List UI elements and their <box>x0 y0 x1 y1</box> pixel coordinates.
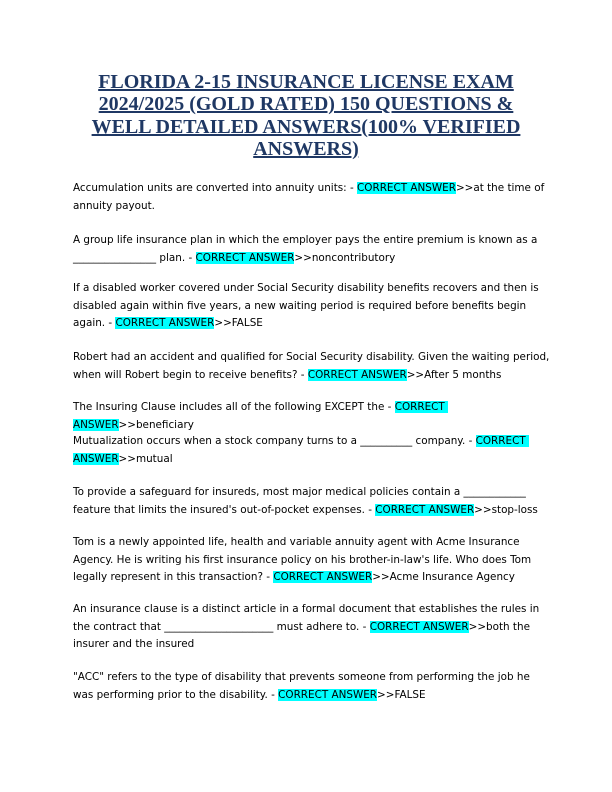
qa-item <box>73 280 553 333</box>
question-text: Accumulation units are converted into annuity units: - <box>73 182 358 194</box>
correct-answer-label: CORRECT ANSWER <box>375 503 475 516</box>
question-text: To provide a safeguard for insureds, most major medical policies contain a ____________ feature that limits the insured's out-of-pocket expenses. - <box>73 486 530 516</box>
correct-answer-label: CORRECT ANSWER <box>278 688 378 701</box>
answer-text: >>Acme Insurance Agency <box>372 571 515 584</box>
correct-answer-label: CORRECT ANSWER <box>195 251 295 264</box>
qa-item <box>73 349 553 384</box>
correct-answer-label: CORRECT ANSWER <box>273 571 373 584</box>
answer-text: >>FALSE <box>377 688 426 701</box>
correct-answer-label: CORRECT ANSWER <box>357 182 456 194</box>
qa-item <box>73 484 553 519</box>
qa-item <box>73 399 553 434</box>
question-text: The Insuring Clause includes all of the following EXCEPT the - <box>73 401 395 413</box>
question-text: If a disabled worker covered under Social Security disability benefits recovers and then is disabled again within five years, a new waiting period is required before benefits begin again. - <box>73 282 543 330</box>
question-text: An insurance clause is a distinct article in a formal document that establishes the rules in the contract that _____________________ must adhere to. - <box>73 603 543 633</box>
answer-text: >>both the insurer and the insured <box>73 620 534 651</box>
correct-answer-label: CORRECT ANSWER <box>73 401 449 431</box>
qa-item <box>73 433 553 468</box>
answer-text: >>After 5 months <box>406 368 502 381</box>
answer-text: >>FALSE <box>214 317 263 330</box>
question-text: Robert had an accident and qualified for Social Security disability. Given the waiting period, when will Robert begin to receive benefits? - <box>73 351 553 381</box>
qa-item <box>73 534 553 587</box>
qa-item <box>73 232 553 267</box>
answer-text: >>mutual <box>118 452 173 465</box>
correct-answer-label: CORRECT ANSWER <box>307 368 407 381</box>
answer-text: >>noncontributory <box>294 251 396 264</box>
qa-item <box>73 180 553 215</box>
qa-item <box>73 601 553 654</box>
correct-answer-label: CORRECT ANSWER <box>73 435 529 465</box>
question-text: Tom is a newly appointed life, health and variable annuity agent with Acme Insurance Agency. He is writing his first insurance policy on his brother-in-law's life. Who does Tom legally represent in this transaction? - <box>73 536 535 584</box>
qa-item <box>73 669 553 704</box>
correct-answer-label: CORRECT ANSWER <box>115 317 215 330</box>
answer-text: >>at the time of annuity payout. <box>73 182 548 212</box>
question-text: Mutualization occurs when a stock company turns to a __________ company. - <box>73 435 476 447</box>
document-title: FLORIDA 2-15 INSURANCE LICENSE EXAM 2024/2025 (GOLD RATED) 150 QUESTIONS & WELL DETAILED ANSWERS(100% VERIFIED ANSWERS) <box>91 71 521 160</box>
correct-answer-label: CORRECT ANSWER <box>369 620 469 633</box>
question-text: "ACC" refers to the type of disability that prevents someone from performing the job he was performing prior to the disability. - <box>73 671 534 701</box>
question-text: A group life insurance plan in which the employer pays the entire premium is known as a ________________ plan. - <box>73 234 541 264</box>
answer-text: >>stop-loss <box>474 503 538 516</box>
answer-text: >>beneficiary <box>118 418 194 431</box>
